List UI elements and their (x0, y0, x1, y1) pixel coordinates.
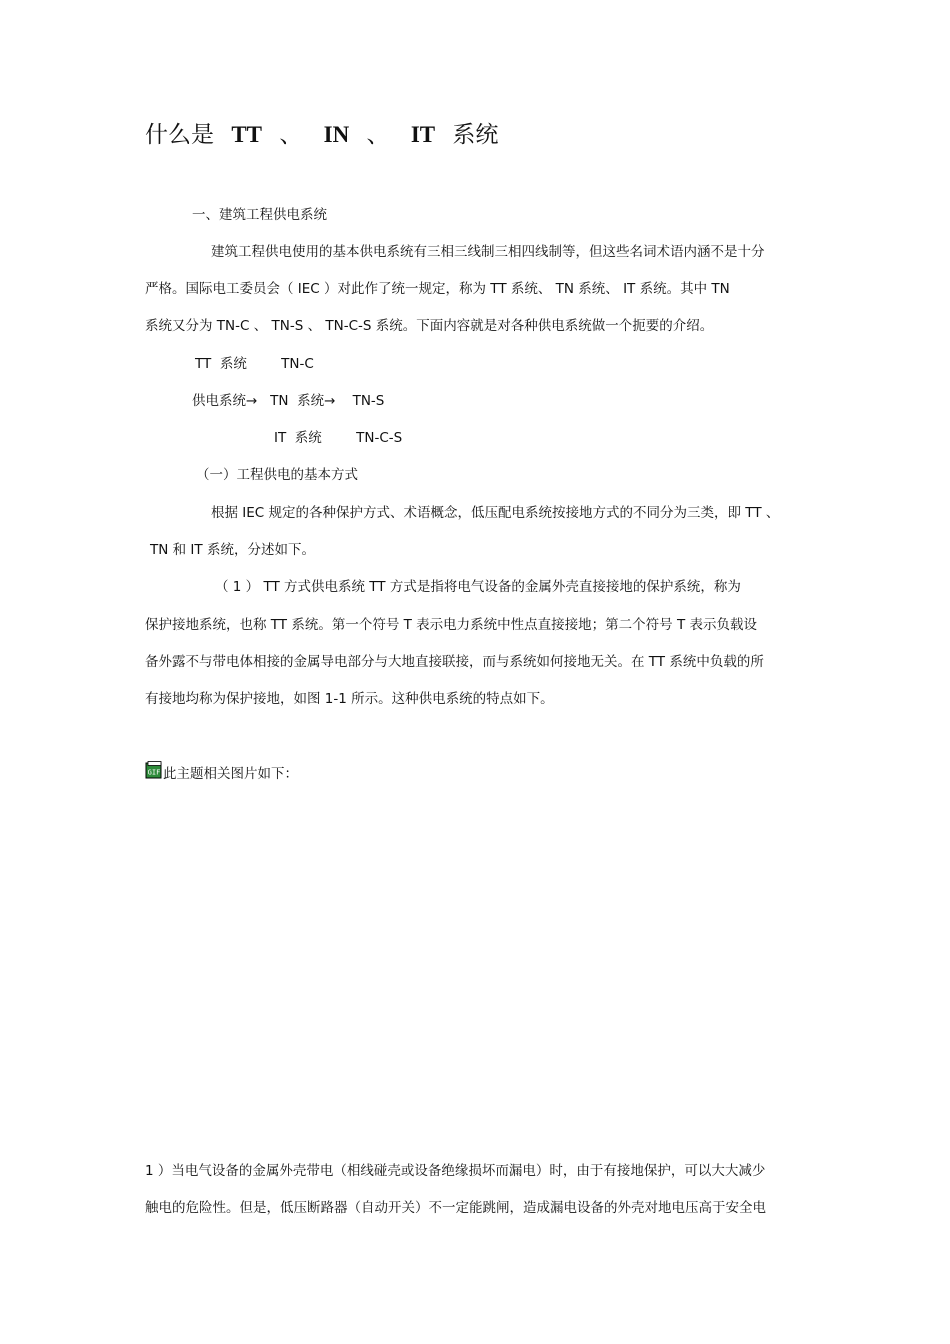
section-heading: 一、建筑工程供电系统 (192, 207, 327, 223)
paragraph-line: 保护接地系统，也称 TT 系统。第一个符号 T 表示电力系统中性点直接接地；第二个符号 T 表示负载设 (145, 617, 757, 633)
gif-file-icon (145, 761, 163, 779)
diagram-row-1: TT 系统 TN-C (195, 356, 314, 372)
paragraph-line: （ 1 ） TT 方式供电系统 TT 方式是指将电气设备的金属外壳直接接地的保护系统，称为 (215, 579, 741, 595)
page-title (145, 120, 498, 150)
title-it: IT (410, 122, 436, 147)
diagram-row-2: 供电系统→ TN 系统→ TN-S (192, 393, 385, 409)
paragraph-line: 触电的危险性。但是，低压断路器（自动开关）不一定能跳闸，造成漏电设备的外壳对地电压高于安全电 (145, 1200, 766, 1216)
title-in: IN (323, 122, 350, 147)
paragraph-line: 系统又分为 TN-C 、 TN-S 、 TN-C-S 系统。下面内容就是对各种供电系统做一个扼要的介绍。 (145, 318, 714, 334)
paragraph-line: TN 和 IT 系统，分述如下。 (150, 542, 315, 558)
title-sep2: 、 (366, 122, 390, 148)
paragraph-line: 建筑工程供电使用的基本供电系统有三相三线制三相四线制等，但这些名词术语内涵不是十分 (211, 244, 765, 260)
paragraph-line: 严格。国际电工委员会（ IEC ）对此作了统一规定，称为 TT 系统、 TN 系统、 IT 系统。其中 TN (145, 281, 730, 297)
svg-text:GIF: GIF (147, 768, 161, 777)
subsection-heading: （一）工程供电的基本方式 (196, 467, 358, 483)
paragraph-line: 备外露不与带电体相接的金属导电部分与大地直接联接，而与系统如何接地无关。在 TT 系统中负载的所 (145, 654, 764, 670)
title-tt: TT (231, 122, 262, 147)
image-caption: 此主题相关图片如下： (163, 766, 298, 782)
paragraph-line: 根据 IEC 规定的各种保护方式、术语概念，低压配电系统按接地方式的不同分为三类，即 TT 、 (211, 505, 780, 521)
paragraph-line: 有接地均称为保护接地，如图 1-1 所示。这种供电系统的特点如下。 (145, 691, 554, 707)
title-sep1: 、 (279, 122, 303, 148)
title-suffix: 系统 (452, 122, 499, 148)
paragraph-line: 1 ）当电气设备的金属外壳带电（相线碰壳或设备绝缘损坏而漏电）时，由于有接地保护，可以大大减少 (145, 1163, 766, 1179)
title-prefix: 什么是 (145, 122, 214, 148)
diagram-row-3: IT 系统 TN-C-S (274, 430, 403, 446)
